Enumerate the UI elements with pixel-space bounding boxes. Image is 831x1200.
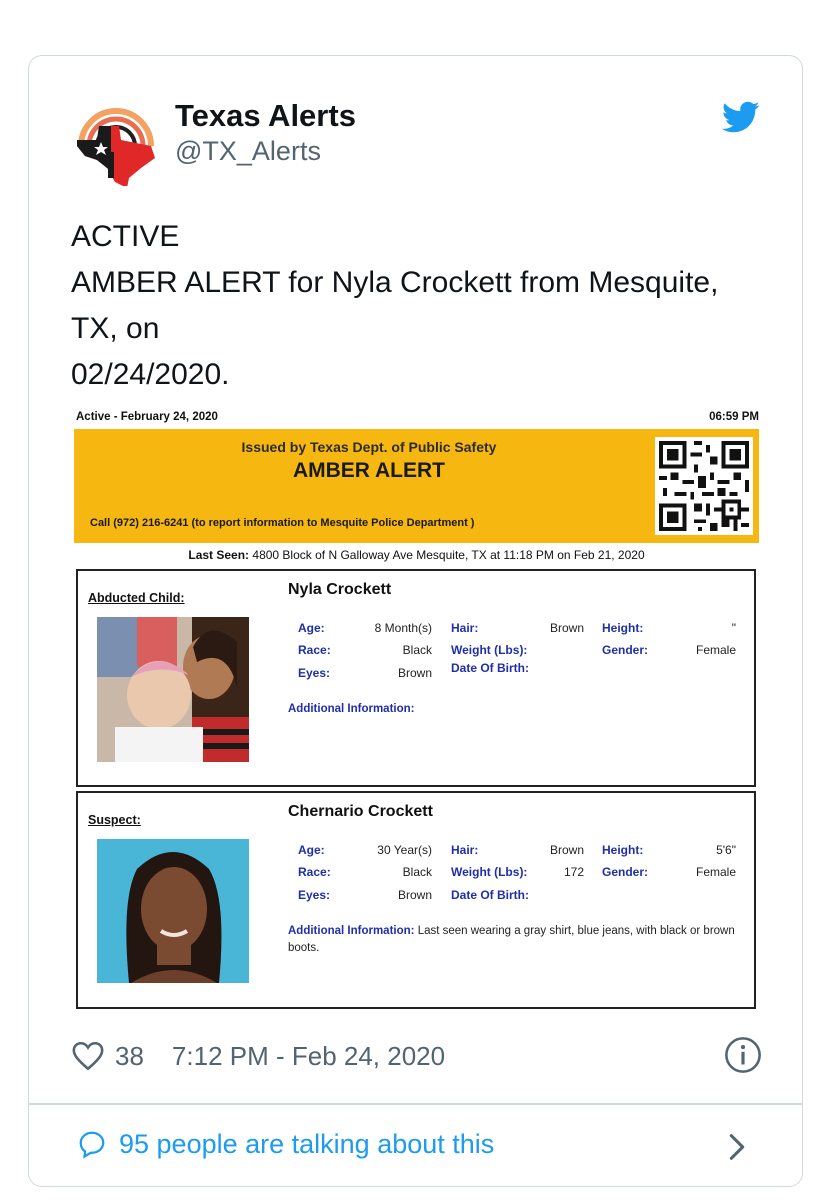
suspect-eyes: Brown <box>397 888 432 902</box>
tweet-text-line: TX, on <box>71 312 160 345</box>
suspect-section-label: Suspect: <box>88 813 141 827</box>
suspect-age-label: Age: <box>298 843 325 857</box>
flyer-time: 06:59 PM <box>709 411 759 423</box>
child-age-label: Age: <box>298 621 325 635</box>
child-eyes-label: Eyes: <box>298 666 331 680</box>
child-age: 8 Month(s) <box>374 621 432 635</box>
suspect-dob-label: Date Of Birth: <box>451 888 529 902</box>
child-name: Nyla Crockett <box>288 581 392 598</box>
child-race-label: Race: <box>298 643 331 657</box>
last-seen-text: 4800 Block of N Galloway Ave Mesquite, TX at 11:18 PM on Feb 21, 2020 <box>252 548 645 562</box>
tweet-text-line: 02/24/2020. <box>71 358 230 391</box>
child-additional-label: Additional Information: <box>288 703 415 715</box>
suspect-race: Black <box>402 865 432 879</box>
child-weight-label: Weight (Lbs): <box>451 643 528 657</box>
child-height-label: Height: <box>602 621 644 635</box>
child-additional-info <box>288 701 743 718</box>
suspect-additional-text: Last seen wearing a gray shirt, blue jeans, with black or brown boots. <box>288 925 735 954</box>
conversation-link[interactable] <box>77 1124 494 1164</box>
texas-alerts-logo <box>71 96 161 186</box>
child-hair-label: Hair: <box>451 621 479 635</box>
child-photo <box>97 617 249 762</box>
heart-icon[interactable] <box>71 1039 105 1073</box>
conversation-label[interactable]: 95 people are talking about this <box>119 1128 495 1159</box>
divider <box>29 1103 802 1105</box>
author-name[interactable]: Texas Alerts <box>175 98 356 133</box>
suspect-gender-label: Gender: <box>602 865 649 879</box>
amber-alert-flyer-image[interactable] <box>74 411 759 1011</box>
suspect-weight-label: Weight (Lbs): <box>451 865 528 879</box>
tweet-timestamp[interactable]: 7:12 PM - Feb 24, 2020 <box>171 1040 446 1071</box>
suspect-race-label: Race: <box>298 865 331 879</box>
suspect-photo <box>97 839 249 983</box>
suspect-additional-info <box>288 923 743 957</box>
tweet-card[interactable] <box>28 55 803 1187</box>
child-section <box>76 569 756 787</box>
suspect-additional-label: Additional Information: <box>288 925 415 937</box>
flyer-call-info: Call (972) 216-6241 (to report information to Mesquite Police Department ) <box>90 517 475 529</box>
flyer-status-date: Active - February 24, 2020 <box>76 411 218 423</box>
child-race: Black <box>402 643 432 657</box>
suspect-weight: 172 <box>563 865 584 879</box>
tweet-meta <box>71 1031 445 1081</box>
author-avatar[interactable] <box>71 96 161 186</box>
flyer-banner <box>74 429 759 543</box>
tweet-text-line: AMBER ALERT for Nyla Crockett from Mesquite, <box>71 266 719 299</box>
suspect-section <box>76 791 756 1009</box>
flyer-issued-by: Issued by Texas Dept. of Public Safety <box>241 439 497 455</box>
speech-bubble-icon <box>77 1129 107 1159</box>
child-dob-label: Date Of Birth: <box>451 661 529 675</box>
flyer-title: AMBER ALERT <box>292 459 446 482</box>
child-section-label: Abducted Child: <box>88 591 185 605</box>
last-seen-label: Last Seen: <box>188 548 250 562</box>
author-handle[interactable]: @TX_Alerts <box>175 136 321 166</box>
child-gender: Female <box>695 643 736 657</box>
twitter-bird-icon[interactable] <box>722 98 760 136</box>
child-hair: Brown <box>549 621 584 635</box>
suspect-hair-label: Hair: <box>451 843 479 857</box>
child-gender-label: Gender: <box>602 643 649 657</box>
suspect-eyes-label: Eyes: <box>298 888 331 902</box>
suspect-height-label: Height: <box>602 843 644 857</box>
like-count[interactable]: 38 <box>115 1040 144 1071</box>
flyer-last-seen <box>74 548 759 562</box>
qr-code-icon <box>655 437 753 535</box>
info-icon[interactable] <box>724 1036 762 1074</box>
suspect-name: Chernario Crockett <box>288 803 433 820</box>
suspect-hair: Brown <box>549 843 584 857</box>
child-eyes: Brown <box>397 666 432 680</box>
tweet-text <box>71 214 771 398</box>
chevron-right-icon[interactable] <box>724 1130 750 1164</box>
suspect-height: 5'6" <box>716 843 736 857</box>
tweet-text-line: ACTIVE <box>71 220 180 253</box>
suspect-age: 30 Year(s) <box>377 843 432 857</box>
suspect-gender: Female <box>695 865 736 879</box>
child-height: " <box>731 621 736 635</box>
